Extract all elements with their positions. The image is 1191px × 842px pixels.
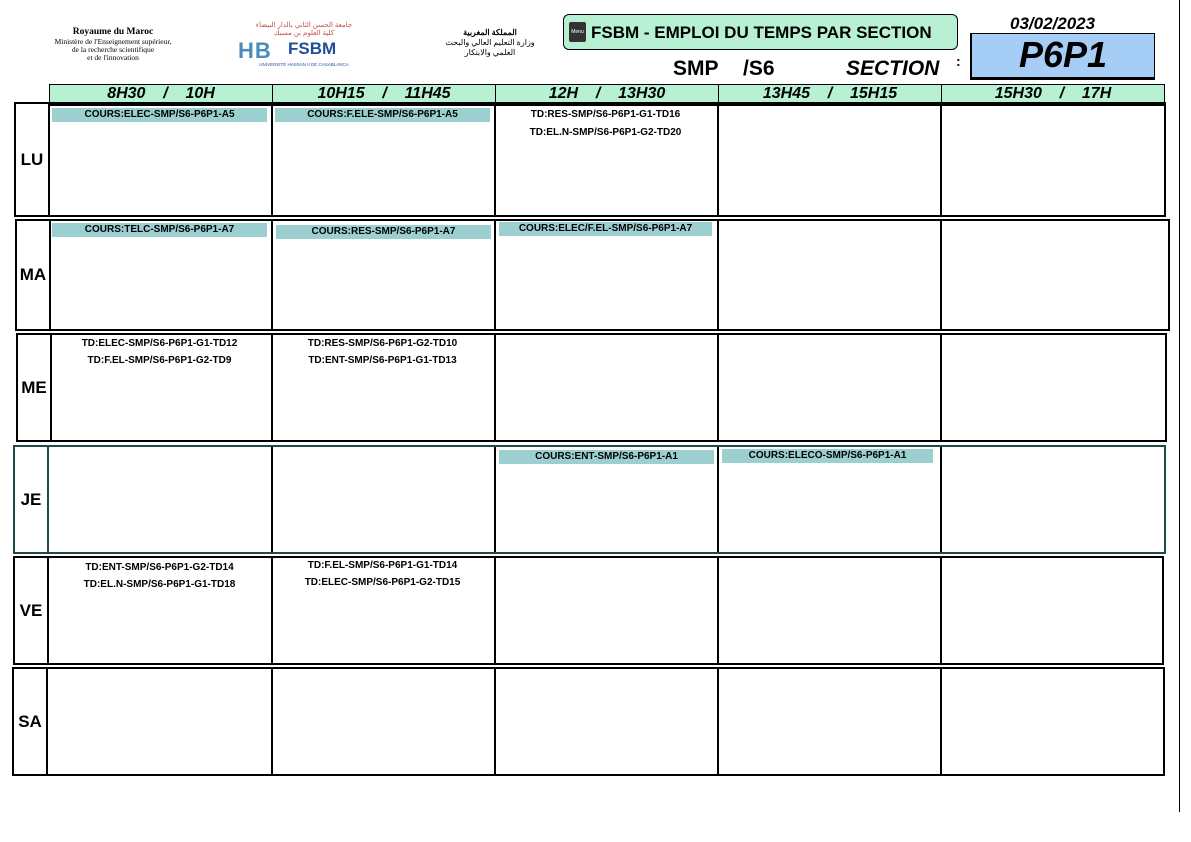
timeslot-header-4: 13H45 / 15H15	[718, 84, 942, 106]
arabic-ministry-line: وزارة التعليم العالي والبحث	[445, 38, 535, 47]
day-row-me	[16, 333, 1167, 442]
fsbm-logo	[236, 22, 372, 72]
ministry-line: Ministère de l'Enseignement supérieur,	[54, 37, 172, 46]
section-colon: :	[956, 53, 961, 69]
td-entry: TD:EL.N-SMP/S6-P6P1-G2-TD20	[529, 127, 682, 138]
td-entry: TD:EL.N-SMP/S6-P6P1-G1-TD18	[83, 579, 236, 590]
section-value: P6P1	[1018, 34, 1108, 75]
ministry-line: et de l'innovation	[87, 53, 139, 62]
arabic-kingdom: المملكة المغربية	[463, 28, 517, 37]
logo-name: FSBM	[288, 39, 337, 58]
day-row-je	[13, 445, 1166, 554]
logo-arabic-line: جامعة الحسن الثاني بالدار البيضاء	[255, 22, 353, 29]
page-edge-rule	[1179, 0, 1180, 812]
td-entry: TD:F.EL-SMP/S6-P6P1-G1-TD14	[307, 560, 458, 571]
semester-label: /S6	[743, 57, 775, 80]
day-row-sa	[12, 667, 1165, 776]
course-block: COURS:ELEC/F.EL-SMP/S6-P6P1-A7	[499, 222, 712, 236]
timeslot-header-2: 10H15 / 11H45	[272, 84, 496, 106]
td-entry: TD:ELEC-SMP/S6-P6P1-G2-TD15	[304, 577, 461, 588]
day-label: VE	[15, 558, 49, 663]
section-label: SECTION	[846, 57, 940, 80]
filiere-label: SMP	[673, 57, 719, 80]
day-label: JE	[15, 447, 49, 552]
day-label: ME	[18, 335, 52, 440]
schedule-date: 03/02/2023	[1010, 14, 1096, 33]
day-row-lu	[14, 102, 1166, 217]
arabic-ministry-header	[420, 28, 560, 58]
kingdom-label: Royaume du Maroc	[72, 27, 154, 37]
td-entry: TD:ELEC-SMP/S6-P6P1-G1-TD12	[81, 338, 238, 349]
td-entry: TD:ENT-SMP/S6-P6P1-G2-TD14	[85, 562, 234, 573]
course-block: COURS:RES-SMP/S6-P6P1-A7	[276, 225, 491, 239]
section-value-box	[970, 33, 1155, 80]
day-label: LU	[16, 104, 50, 215]
day-row-ma	[15, 219, 1170, 331]
td-entry: TD:ENT-SMP/S6-P6P1-G1-TD13	[308, 355, 457, 366]
timeslot-header-1: 8H30 / 10H	[49, 84, 273, 106]
menu-icon[interactable]: Menu	[569, 22, 586, 42]
course-block: COURS:TELC-SMP/S6-P6P1-A7	[52, 223, 267, 237]
title-banner	[563, 14, 958, 50]
td-entry: TD:RES-SMP/S6-P6P1-G2-TD10	[307, 338, 458, 349]
td-entry: TD:F.EL-SMP/S6-P6P1-G2-TD9	[87, 355, 232, 366]
day-label: MA	[17, 221, 51, 329]
day-label: SA	[14, 669, 48, 774]
ministry-line: de la recherche scientifique	[71, 45, 155, 54]
logo-arabic-line: كلية العلوم بن مسيك	[273, 30, 335, 37]
course-block: COURS:F.ELE-SMP/S6-P6P1-A5	[275, 108, 490, 122]
ministry-header	[28, 26, 198, 62]
course-block: COURS:ELECO-SMP/S6-P6P1-A1	[722, 449, 933, 463]
course-block: COURS:ENT-SMP/S6-P6P1-A1	[499, 450, 714, 464]
td-entry: TD:RES-SMP/S6-P6P1-G1-TD16	[530, 109, 681, 120]
logo-subtitle: UNIVERSITÉ HASSAN II DE CASABLANCA	[259, 62, 349, 67]
day-row-ve	[13, 556, 1164, 665]
arabic-ministry-line: العلمي والابتكار	[464, 48, 516, 57]
page-title: FSBM - EMPLOI DU TEMPS PAR SECTION	[591, 23, 932, 42]
timeslot-header-3: 12H / 13H30	[495, 84, 719, 106]
timeslot-header-5: 15H30 / 17H	[941, 84, 1165, 106]
course-block: COURS:ELEC-SMP/S6-P6P1-A5	[52, 108, 267, 122]
logo-mark: HB	[238, 38, 272, 63]
